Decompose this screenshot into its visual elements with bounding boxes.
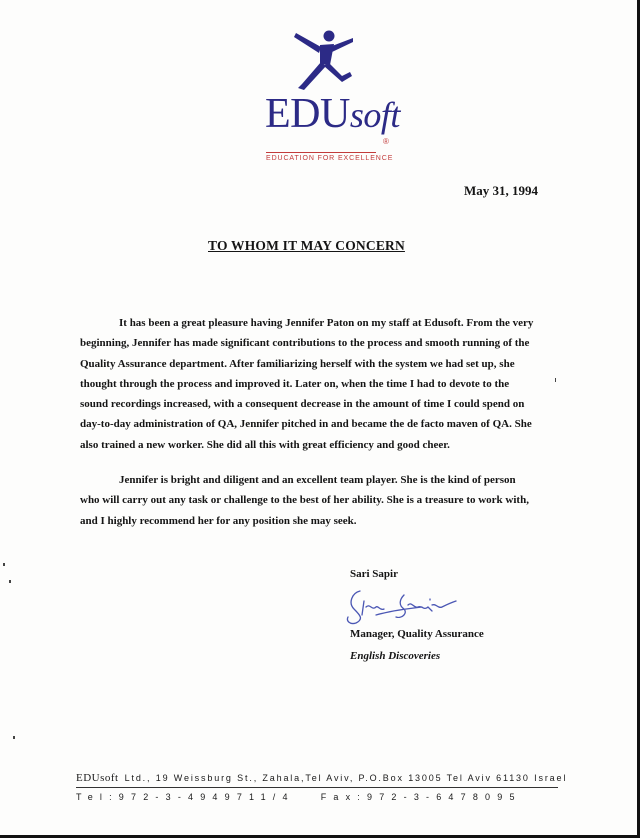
logo-rule [266,152,376,153]
signer-department: English Discoveries [350,650,441,662]
logo-tagline: EDUCATION FOR EXCELLENCE [266,155,394,162]
body-paragraph-2: Jennifer is bright and diligent and an excellent team player. She is the kind of person who will carry out any task or challenge to the best of her ability. She is a treasure to work with, and I highly recommend her for any position she may seek. [80,474,529,527]
logo-wordmark [265,90,400,138]
scan-speck [9,580,11,583]
registered-mark: ® [383,137,389,146]
footer-rule [76,787,558,788]
jumping-figure-icon [290,28,354,98]
footer-tel: Tel:972-3-4949711/4 [76,792,295,802]
letter-date: May 31, 1994 [464,183,539,198]
scan-speck [13,736,15,739]
footer-fax: Fax:972-3-6478095 [320,792,522,802]
footer-contact-line [76,792,522,802]
footer-address-line [76,772,567,784]
scan-speck [3,563,5,566]
footer-address: Ltd., 19 Weissburg St., Zahala,Tel Aviv, P.O.Box 13005 Tel Aviv 61130 Israel [124,773,568,783]
signer-name: Sari Sapir [350,568,398,580]
letter-heading: TO WHOM IT MAY CONCERN [208,238,405,253]
edusoft-logo [262,28,400,162]
handwritten-signature [342,585,460,627]
body-paragraph-1: It has been a great pleasure having Jennifer Paton on my staff at Edusoft. From the very beginning, Jennifer has made significant contributions to the process and smooth running of the Quality Assurance department. After familiarizing herself with the system we had set up, she thought through the process and improved it. Later on, when the time I had to devote to the sound recordings increased, with a consequent decrease in the amount of time I could spend on day-to-day administration of QA, Jennifer pitched in and became the de facto maven of QA. She also trained a new worker. She did all this with great efficiency and good cheer. [80,317,534,451]
footer-logo: EDUsoft [76,772,119,784]
signer-title: Manager, Quality Assurance [350,628,484,640]
scan-speck [555,378,556,382]
logo-suffix: soft [349,95,400,135]
logo-prefix: EDU [265,91,350,137]
